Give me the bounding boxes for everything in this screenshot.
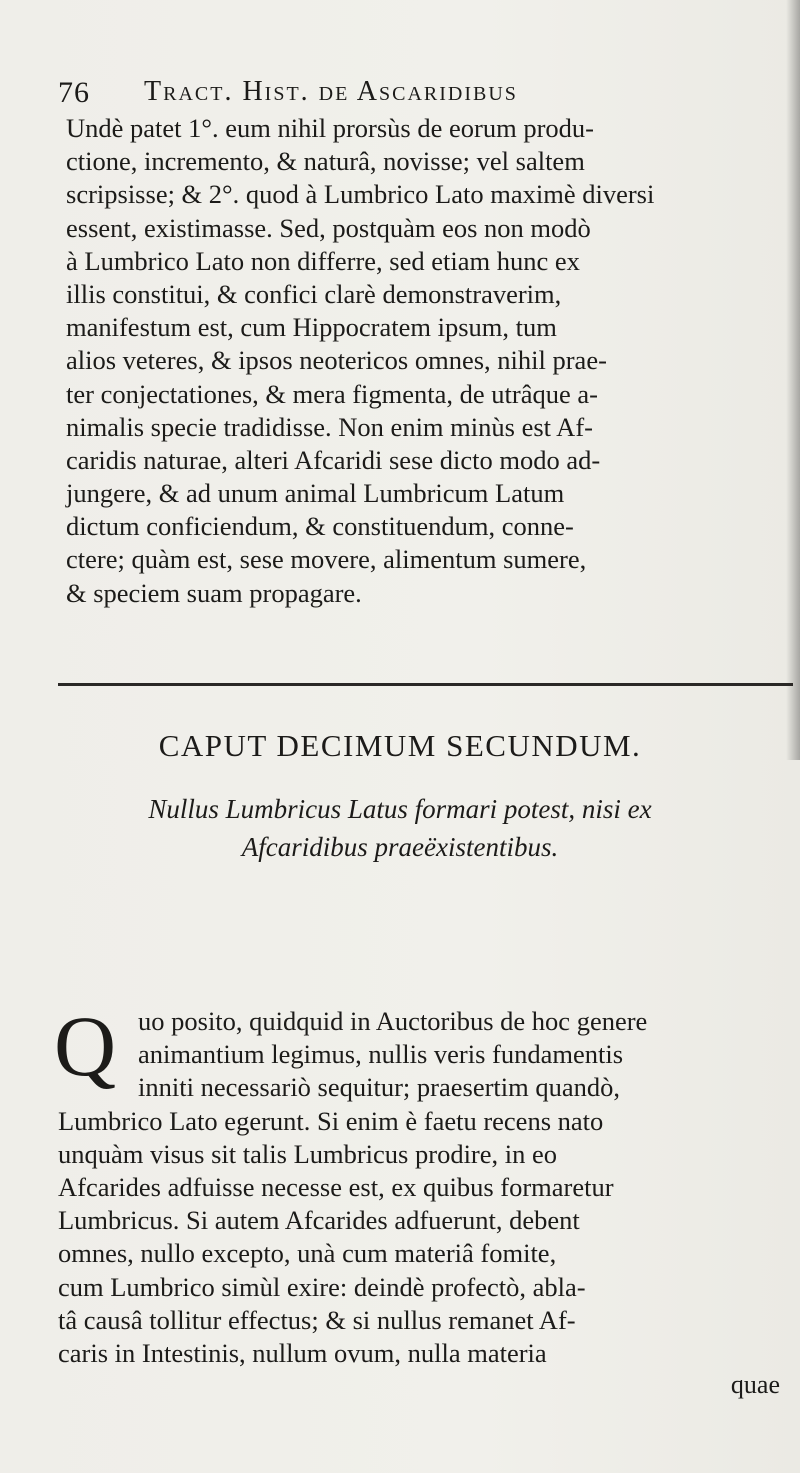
text-line: Lumbrico Lato egerunt. Si enim è faetu recens nato xyxy=(58,1105,604,1136)
text-line: Lumbricus. Si autem Afcarides adfuerunt, debent xyxy=(58,1205,580,1236)
text-line: essent, existimasse. Sed, postquàm eos non modò xyxy=(66,212,591,243)
text-line: caridis naturae, alteri Afcaridi sese dicto modo ad- xyxy=(66,444,601,475)
text-line: ctere; quàm est, sese movere, alimentum sumere, xyxy=(66,544,587,575)
text-line: dictum conficiendum, & constituendum, conne- xyxy=(66,511,574,542)
text-line: ctione, incremento, & naturâ, novisse; vel saltem xyxy=(66,146,585,177)
catchword: quae xyxy=(730,1370,780,1399)
text-line: & speciem suam propagare. xyxy=(66,577,362,608)
text-line: alios veteres, & ipsos neotericos omnes, nihil prae- xyxy=(66,345,607,376)
paragraph-2-indented xyxy=(138,1005,793,1105)
chapter-summary xyxy=(0,790,800,866)
text-line: unquàm visus sit talis Lumbricus prodire, in eo xyxy=(58,1138,558,1169)
summary-line: Nullus Lumbricus Latus formari potest, nisi ex xyxy=(148,794,652,824)
drop-cap: Q xyxy=(54,998,117,1094)
text-line: tâ causâ tollitur effectus; & si nullus remanet Af- xyxy=(58,1304,576,1335)
text-line: Afcarides adfuisse necesse est, ex quibus formaretur xyxy=(58,1171,614,1202)
text-line: animantium legimus, nullis veris fundamentis xyxy=(138,1039,624,1070)
text-line: uo posito, quidquid in Auctoribus de hoc genere xyxy=(138,1006,648,1036)
text-line: caris in Intestinis, nullum ovum, nulla materia xyxy=(58,1337,547,1368)
text-line: cum Lumbrico simùl exire: deindè profectò, abla- xyxy=(58,1271,586,1302)
chapter-title: CAPUT DECIMUM SECUNDUM. xyxy=(158,728,642,763)
text-line: omnes, nullo excepto, unà cum materiâ fomite, xyxy=(58,1238,557,1269)
paragraph-1 xyxy=(66,112,790,610)
summary-line: Afcaridibus praeëxistentibus. xyxy=(241,832,559,862)
text-line: ter conjectationes, & mera figmenta, de utrâque a- xyxy=(66,378,598,409)
paragraph-2-body xyxy=(58,1105,793,1371)
text-line: inniti necessariò sequitur; praesertim quandò, xyxy=(138,1072,621,1103)
text-line: à Lumbrico Lato non differre, sed etiam hunc ex xyxy=(66,245,580,276)
page-header xyxy=(58,70,748,110)
page-number: 76 xyxy=(58,76,90,109)
section-divider-rule xyxy=(58,683,793,686)
text-line: scripsisse; & 2°. quod à Lumbrico Lato maximè diversi xyxy=(66,179,655,210)
running-title: Tract. Hist. de Ascaridibus xyxy=(144,76,518,107)
text-line: nimalis specie tradidisse. Non enim minùs est Af- xyxy=(66,411,593,442)
text-line: manifestum est, cum Hippocratem ipsum, tum xyxy=(66,312,557,343)
text-line: Undè patet 1°. eum nihil prorsùs de eorum produ- xyxy=(66,113,594,143)
text-line: illis constitui, & confici clarè demonstraverim, xyxy=(66,278,562,309)
text-line: jungere, & ad unum animal Lumbricum Latum xyxy=(66,478,565,509)
